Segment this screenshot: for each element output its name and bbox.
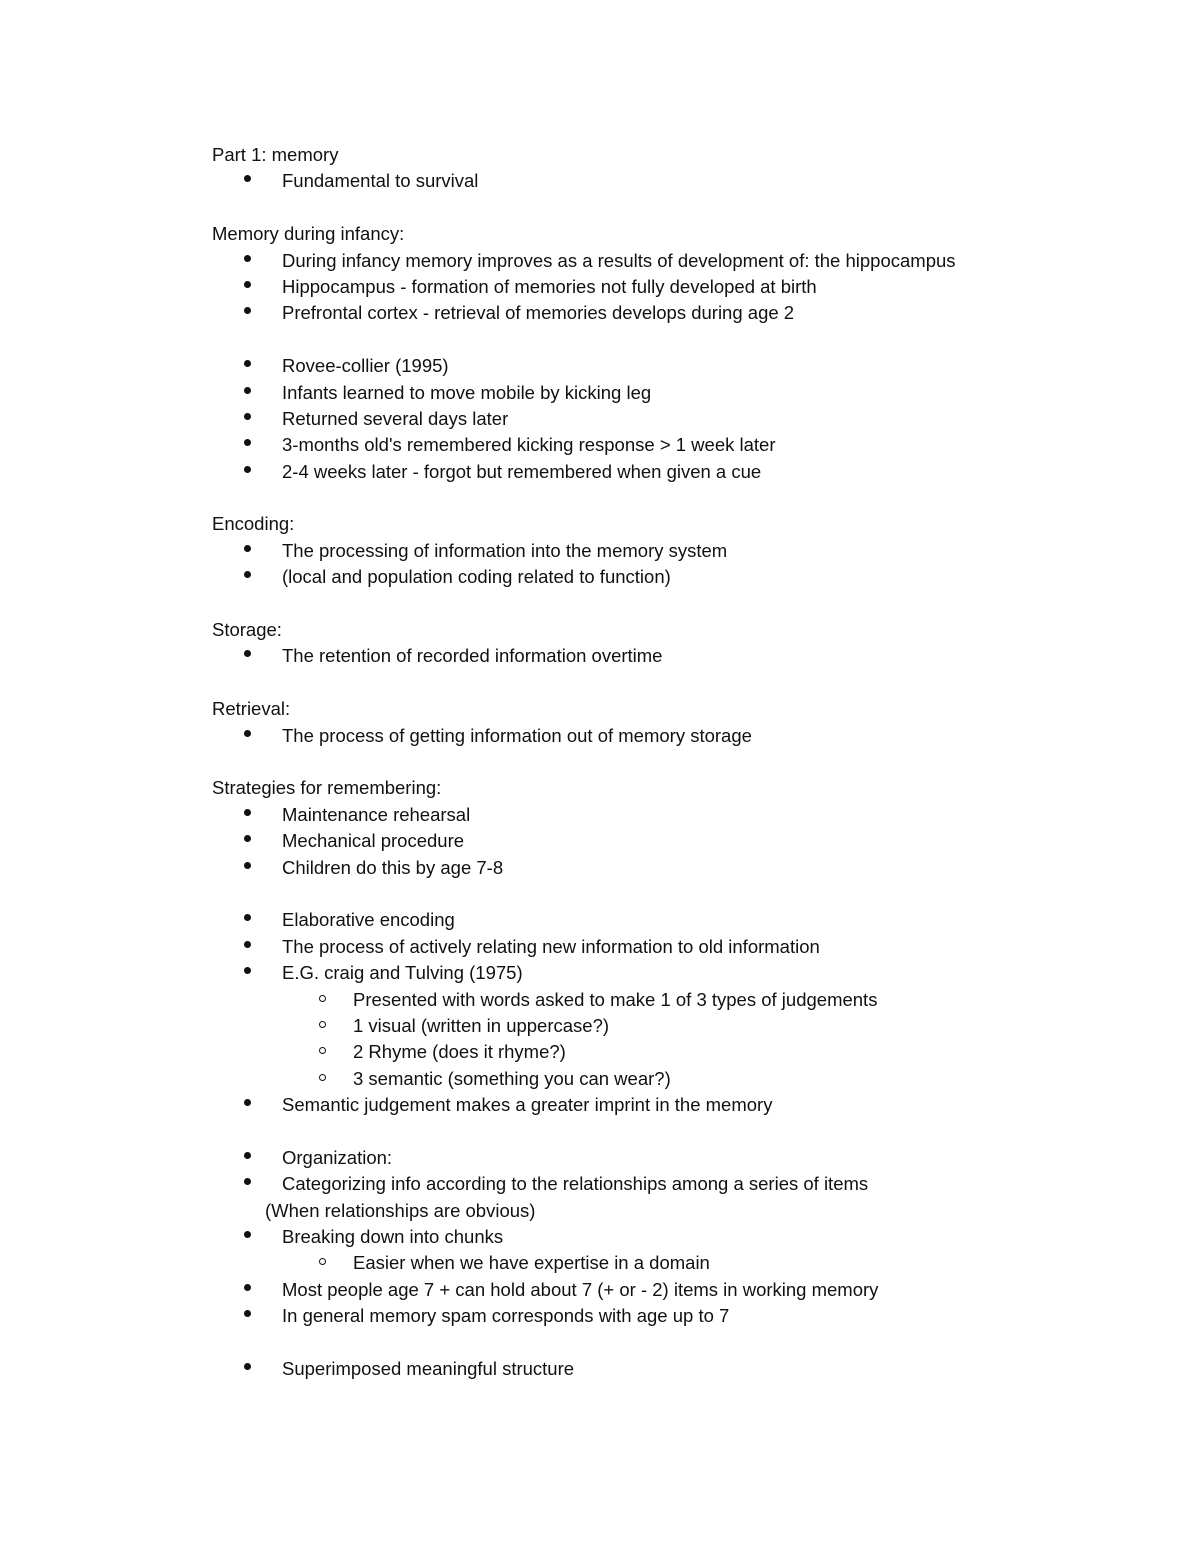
section-heading [212, 775, 1112, 801]
blank-line [212, 1118, 1112, 1144]
bullet-item [212, 300, 1112, 326]
sub-bullet-item [212, 1039, 1112, 1065]
bullet-item [212, 248, 1112, 274]
line-text: Elaborative encoding [282, 909, 455, 931]
bullet-item [212, 564, 1112, 590]
line-text: Returned several days later [282, 407, 509, 429]
bullet-item [212, 643, 1112, 669]
line-text: 3 semantic (something you can wear?) [353, 1067, 671, 1089]
bullet-item [212, 1145, 1112, 1171]
line-text: Easier when we have expertise in a domain [353, 1252, 710, 1274]
line-text: Children do this by age 7-8 [282, 856, 504, 878]
bullet-item [212, 1303, 1112, 1329]
sub-bullet-item [212, 1013, 1112, 1039]
line-text: Retrieval: [212, 698, 291, 720]
bullet-item [212, 802, 1112, 828]
blank-line [212, 749, 1112, 775]
blank-line [212, 591, 1112, 617]
line-text: Hippocampus - formation of memories not fully developed at birth [282, 275, 817, 297]
line-text: Categorizing info according to the relationships among a series of items [282, 1173, 869, 1195]
line-text: Maintenance rehearsal [282, 803, 471, 825]
line-text: Infants learned to move mobile by kicking leg [282, 381, 652, 403]
line-text: Mechanical procedure [282, 830, 465, 852]
line-text: Organization: [282, 1146, 393, 1168]
bullet-item [212, 1092, 1112, 1118]
line-text: In general memory spam corresponds with age up to 7 [282, 1305, 730, 1327]
line-text: 1 visual (written in uppercase?) [353, 1014, 610, 1036]
line-text: 3-months old's remembered kicking response > 1 week later [282, 434, 776, 456]
sub-bullet-item [212, 987, 1112, 1013]
bullet-item [212, 406, 1112, 432]
bullet-item [212, 1356, 1112, 1382]
line-text: Semantic judgement makes a greater imprint in the memory [282, 1094, 773, 1116]
bullet-item [212, 934, 1112, 960]
line-text: Storage: [212, 619, 282, 641]
sub-bullet-item [212, 1250, 1112, 1276]
bullet-item [212, 828, 1112, 854]
line-text: Presented with words asked to make 1 of 3 types of judgements [353, 988, 878, 1010]
line-text: 2 Rhyme (does it rhyme?) [353, 1041, 566, 1063]
bullet-item [212, 274, 1112, 300]
line-text: Rovee-collier (1995) [282, 355, 449, 377]
document-body [212, 142, 1112, 1382]
line-text: Encoding: [212, 513, 295, 535]
line-text: Memory during infancy: [212, 223, 405, 245]
section-heading [212, 696, 1112, 722]
bullet-item [212, 960, 1112, 986]
bullet-item [212, 855, 1112, 881]
line-text: Superimposed meaningful structure [282, 1357, 575, 1379]
line-text: Strategies for remembering: [212, 777, 442, 799]
bullet-item [212, 1171, 1112, 1197]
line-text: (local and population coding related to function) [282, 566, 671, 588]
bullet-item [212, 907, 1112, 933]
line-text: Breaking down into chunks [282, 1226, 504, 1248]
bullet-item [212, 353, 1112, 379]
bullet-item [212, 1224, 1112, 1250]
blank-line [212, 485, 1112, 511]
section-heading [212, 221, 1112, 247]
line-text: The process of getting information out of memory storage [282, 724, 752, 746]
bullet-item [212, 723, 1112, 749]
continuation-line [212, 1198, 1112, 1224]
line-text: Most people age 7 + can hold about 7 (+ or - 2) items in working memory [282, 1278, 879, 1300]
bullet-item [212, 1277, 1112, 1303]
line-text: 2-4 weeks later - forgot but remembered when given a cue [282, 460, 762, 482]
line-text: During infancy memory improves as a results of development of: the hippocampus [282, 249, 956, 271]
line-text: Fundamental to survival [282, 170, 479, 192]
bullet-item [212, 168, 1112, 194]
bullet-item [212, 380, 1112, 406]
sub-bullet-item [212, 1066, 1112, 1092]
line-text: Part 1: memory [212, 144, 339, 165]
blank-line [212, 670, 1112, 696]
line-text: Prefrontal cortex - retrieval of memories develops during age 2 [282, 302, 795, 324]
line-text: The process of actively relating new information to old information [282, 935, 820, 957]
line-text: The retention of recorded information overtime [282, 645, 663, 667]
line-text: (When relationships are obvious) [265, 1199, 536, 1221]
bullet-item [212, 459, 1112, 485]
blank-line [212, 1330, 1112, 1356]
line-text: E.G. craig and Tulving (1975) [282, 962, 523, 984]
bullet-item [212, 538, 1112, 564]
section-heading [212, 511, 1112, 537]
section-heading [212, 617, 1112, 643]
bullet-item [212, 432, 1112, 458]
blank-line [212, 327, 1112, 353]
blank-line [212, 195, 1112, 221]
section-heading [212, 142, 1112, 168]
line-text: The processing of information into the memory system [282, 539, 728, 561]
blank-line [212, 881, 1112, 907]
